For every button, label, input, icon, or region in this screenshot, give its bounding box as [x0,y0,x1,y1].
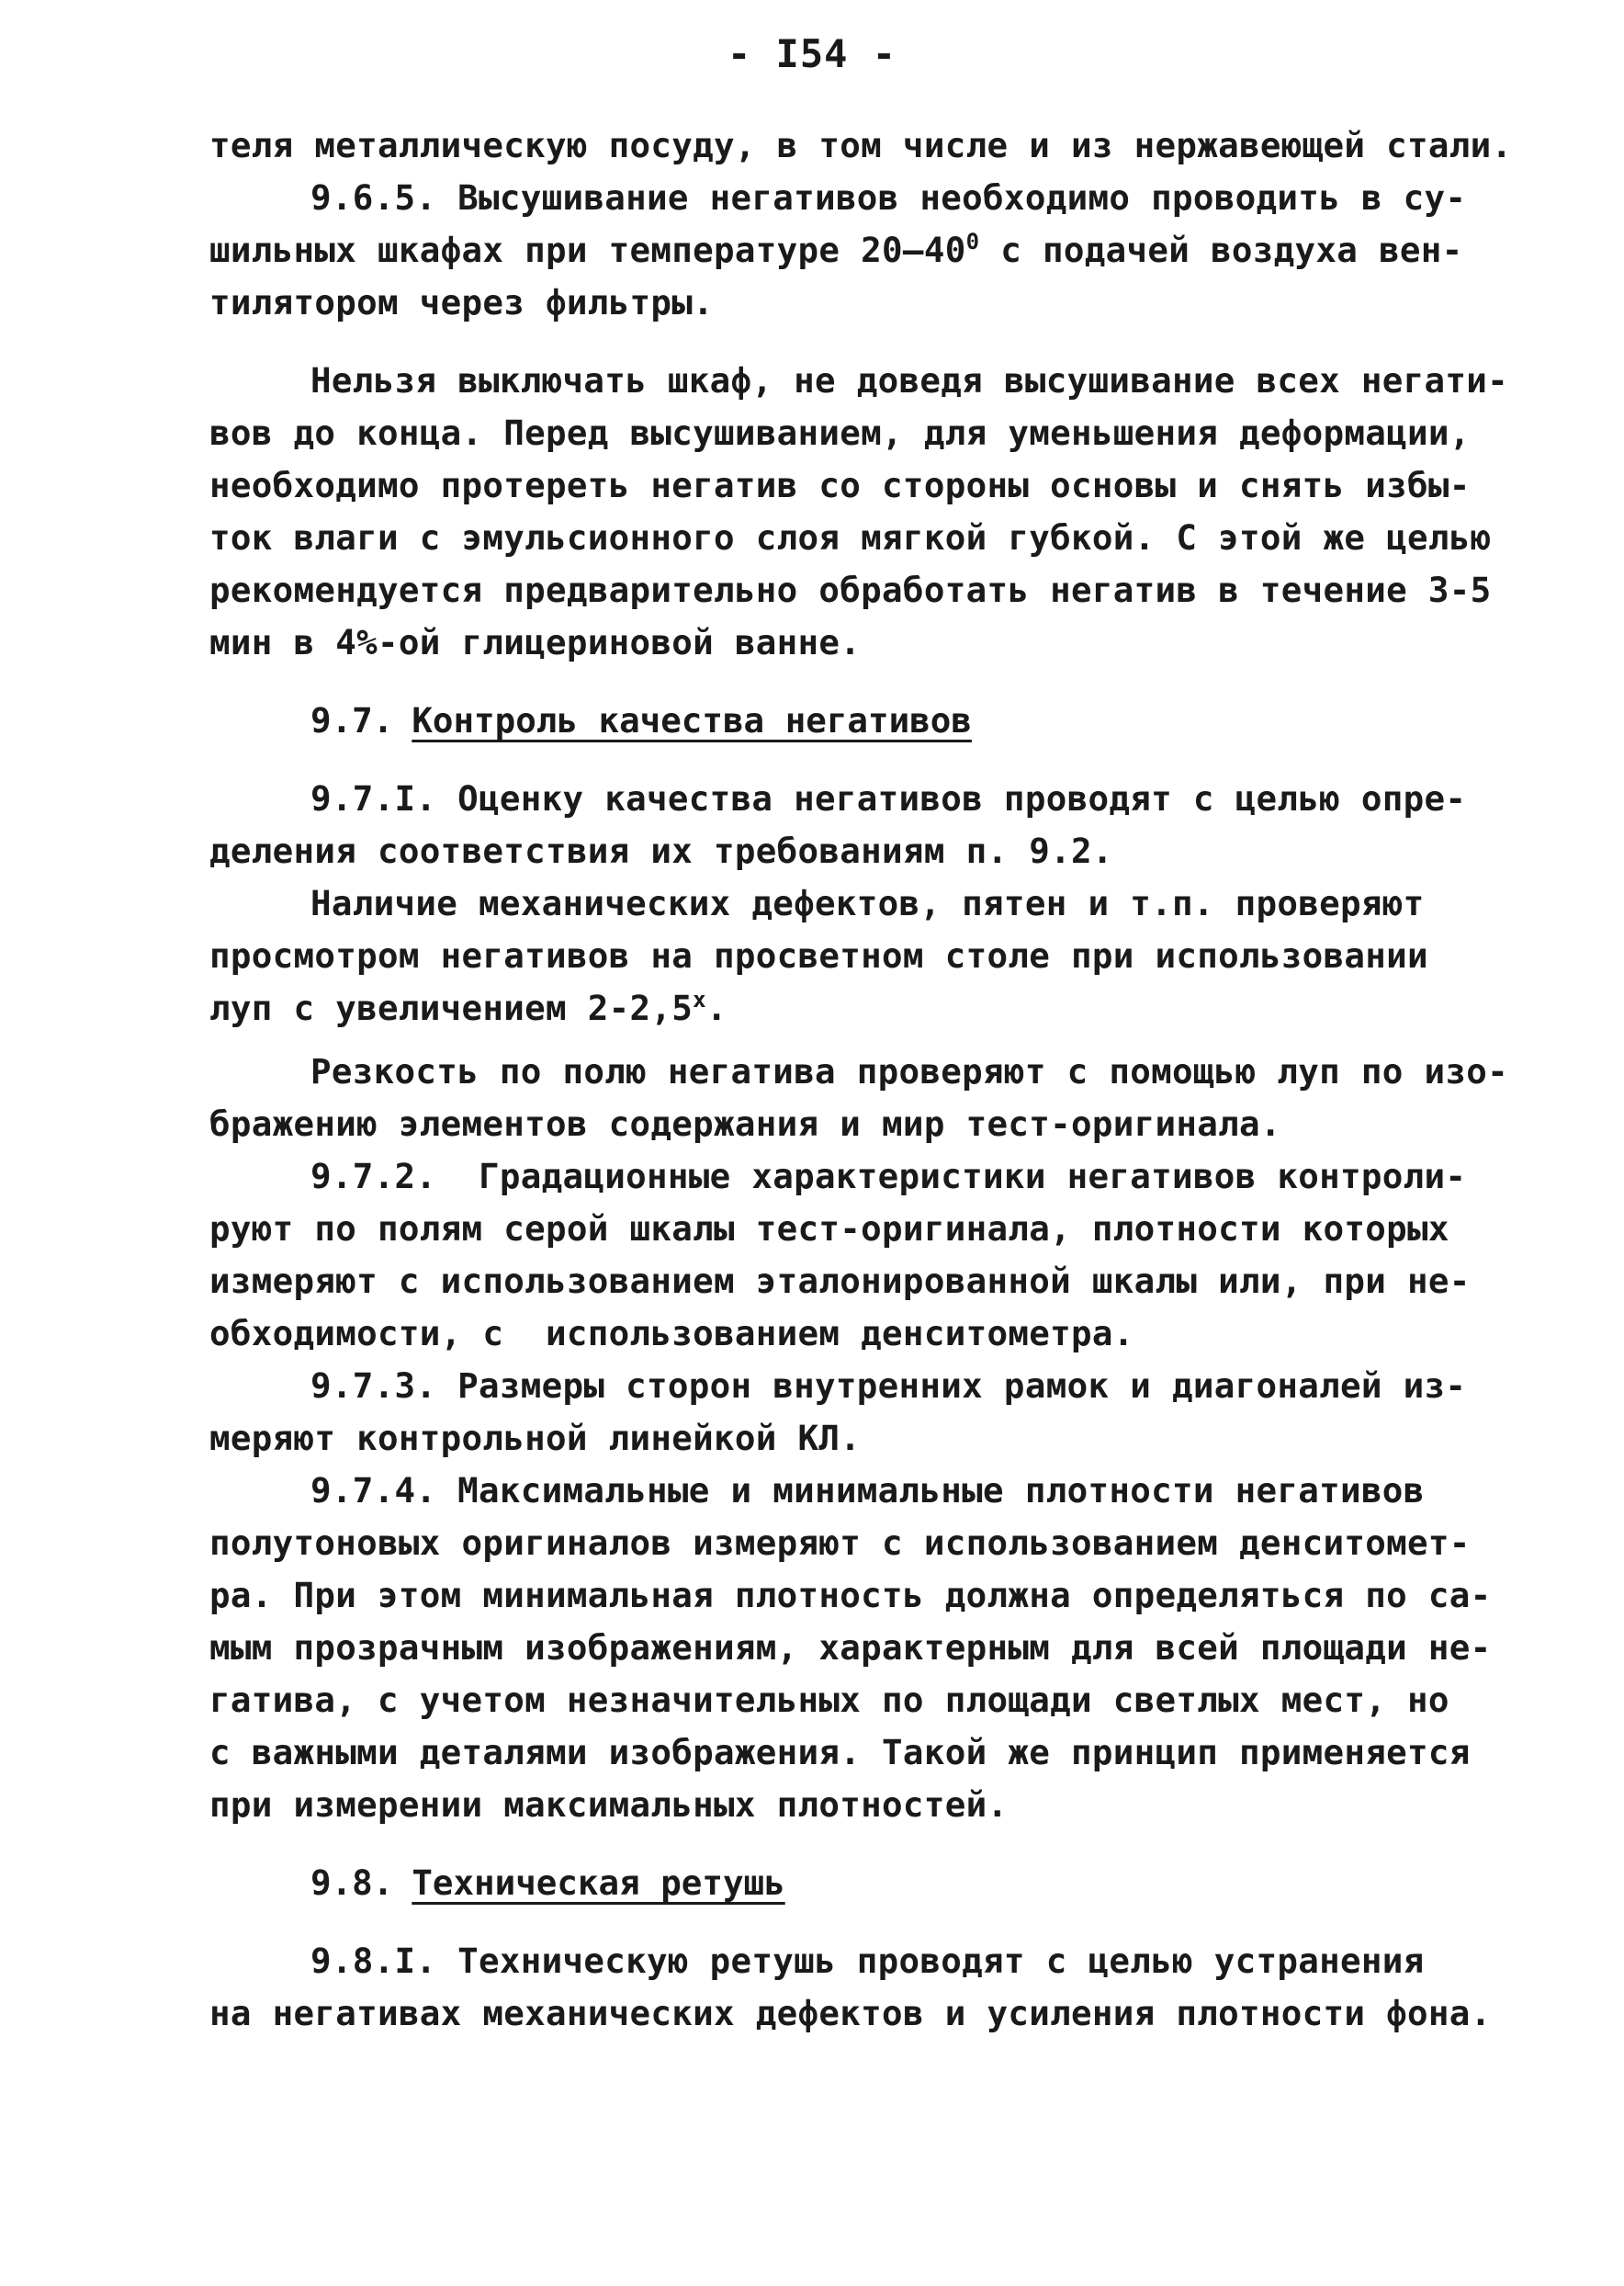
text-line: вов до конца. Перед высушиванием, для уменьшения деформации, [209,413,1471,453]
text-fragment: шильных шкафах при температуре 20–40 [209,230,966,270]
text-line: меряют контрольной линейкой КЛ. [209,1418,862,1458]
text-line: 9.8.I. Техническую ретушь проводят с целью устранения [310,1941,1425,1981]
body-text [209,119,1523,2040]
text-line: руют по полям серой шкалы тест-оригинала, плотности которых [209,1208,1449,1249]
paragraph-9-7-4 [209,1465,1523,1831]
text-line: 9.7.3. Размеры сторон внутренних рамок и диагоналей из- [310,1365,1467,1406]
section-number: 9.8. [310,1862,394,1903]
magnification-superscript: х [693,987,706,1013]
text-line: измеряют с использованием эталонированной шкалы или, при не- [209,1261,1471,1301]
text-line: просмотром негативов на просветном столе при использовании [209,935,1428,976]
text-line: бражению элементов содержания и мир тест-оригинала. [209,1103,1281,1144]
text-line: рекомендуется предварительно обработать негатив в течение 3-5 [209,570,1492,610]
text-line [209,224,1523,277]
text-line: 9.7.2. Градационные характеристики негативов контроли- [310,1156,1467,1196]
text-line: с важными деталями изображения. Такой же принцип применяется [209,1732,1471,1772]
paragraph-9-8-1 [209,1935,1523,2040]
text-line: на негативах механических дефектов и усиления плотности фона. [209,1993,1492,2033]
paragraph-9-7-1 [209,773,1523,877]
degree-superscript: 0 [965,229,980,255]
section-heading-9-7 [209,695,1523,747]
text-line: Нельзя выключать шкаф, не доведя высушивание всех негати- [310,360,1508,401]
text-fragment: с подачей воздуха вен- [979,230,1463,270]
text-line: Резкость по полю негатива проверяют с помощью луп по изо- [310,1051,1508,1092]
text-line: гатива, с учетом незначительных по площади светлых мест, но [209,1680,1449,1720]
paragraph-continuation [209,119,1523,172]
paragraph-9-7-2 [209,1150,1523,1360]
section-title: Техническая ретушь [412,1862,785,1903]
paragraph-drying [209,355,1523,669]
text-line [209,982,1523,1035]
section-title: Контроль качества негативов [412,700,972,741]
section-number: 9.7. [310,700,394,741]
section-heading-9-8 [209,1857,1523,1909]
paragraph-9-7-3 [209,1360,1523,1465]
text-line: деления соответствия их требованиям п. 9.2. [209,831,1113,871]
page-number: - I54 - [727,31,897,76]
paragraph-sharpness [209,1046,1523,1150]
text-line: обходимости, с использованием денситометра. [209,1313,1134,1353]
text-line: мин в 4%-ой глицериновой ванне. [209,622,862,662]
text-line: теля металлическую посуду, в том числе и из нержавеющей стали. [209,125,1513,165]
text-fragment: луп с увеличением 2-2,5 [209,988,694,1028]
text-line: мым прозрачным изображениям, характерным для всей площади не- [209,1627,1492,1668]
paragraph-9-6-5 [209,172,1523,329]
text-line: необходимо протереть негатив со стороны основы и снять избы- [209,465,1471,505]
paragraph-defects [209,877,1523,1035]
text-line: 9.7.I. Оценку качества негативов проводят с целью опре- [310,778,1467,819]
text-line: 9.7.4. Максимальные и минимальные плотности негативов [310,1470,1425,1511]
text-line: тилятором через фильтры. [209,282,715,323]
text-line: полутоновых оригиналов измеряют с использованием денситомет- [209,1522,1471,1563]
text-line: 9.6.5. Высушивание негативов необходимо проводить в су- [310,177,1467,218]
text-line: ра. При этом минимальная плотность должна определяться по са- [209,1575,1492,1615]
text-fragment: . [705,988,727,1028]
text-line: при измерении максимальных плотностей. [209,1784,1009,1825]
text-line: ток влаги с эмульсионного слоя мягкой губкой. С этой же целью [209,517,1492,558]
text-line: Наличие механических дефектов, пятен и т.п. проверяют [310,883,1425,923]
